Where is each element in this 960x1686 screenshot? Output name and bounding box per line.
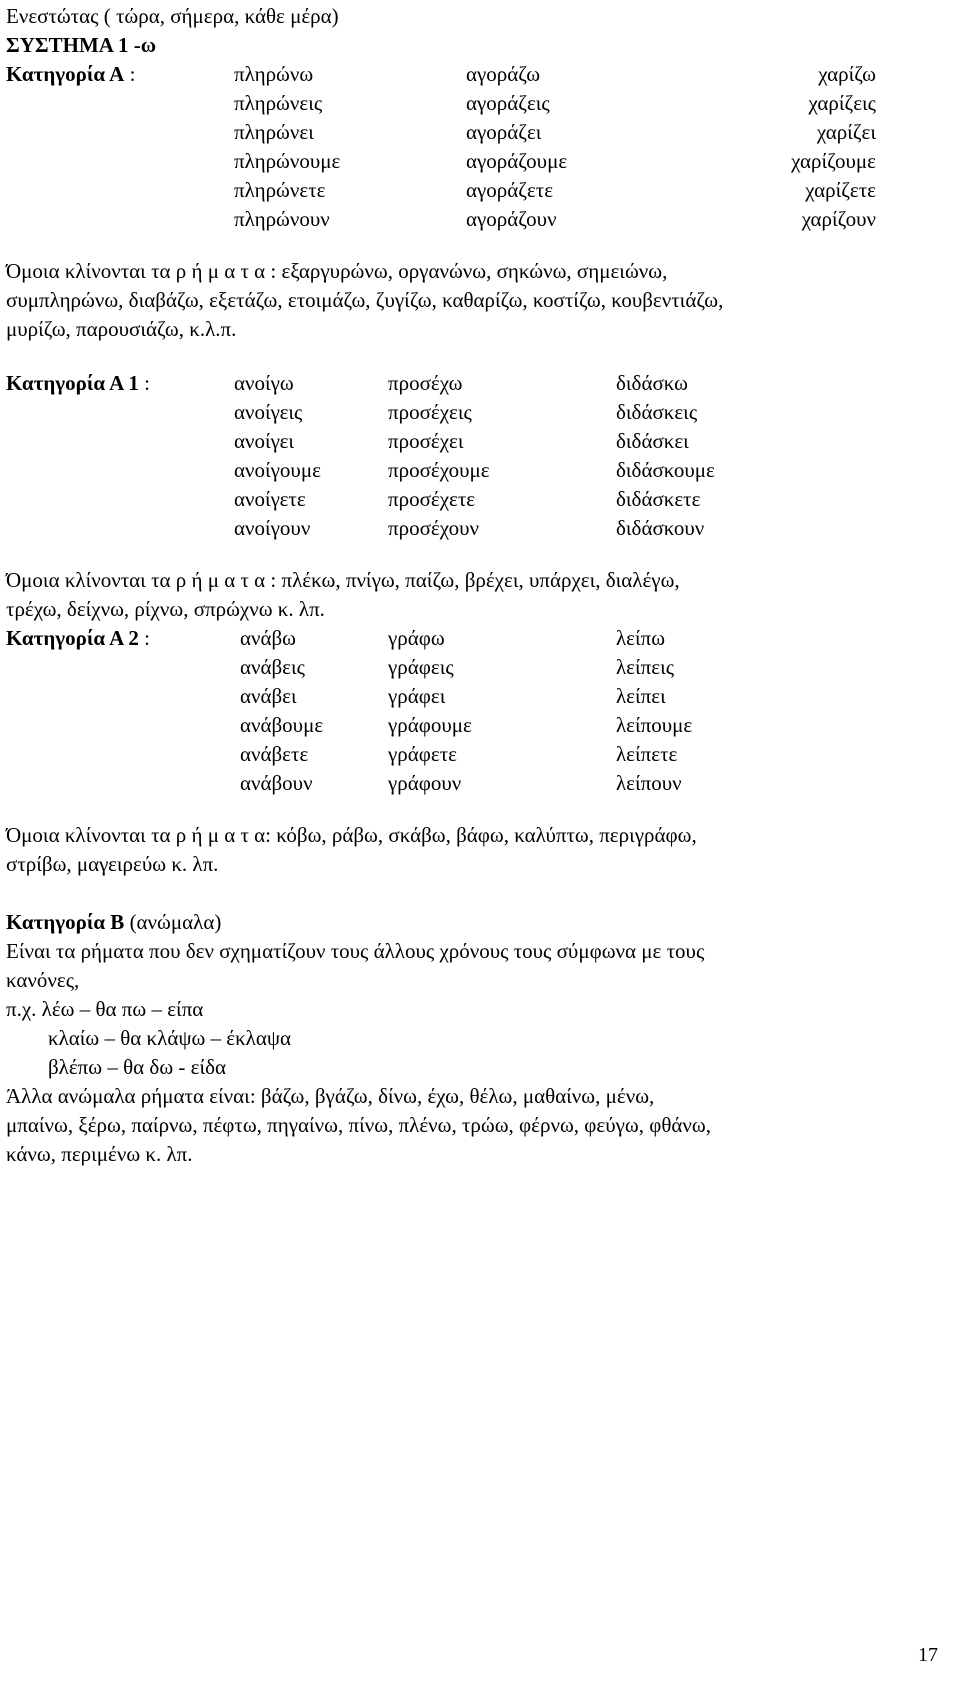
verb-form: πληρώνουν (234, 207, 330, 231)
tense-title: Ενεστώτας ( τώρα, σήμερα, κάθε μέρα) (6, 4, 339, 28)
verb-form: διδάσκουμε (616, 458, 715, 482)
page-number: 17 (918, 1644, 938, 1666)
category-b-description (6, 937, 906, 995)
paragraph-line: Όμοια κλίνονται τα ρ ή μ α τ α : πλέκω, πνίγω, παίζω, βρέχει, υπάρχει, διαλέγω, (6, 568, 680, 592)
verb-form: αγοράζω (466, 62, 541, 86)
paragraph-line: Άλλα ανώμαλα ρήματα είναι: βάζω, βγάζω, δίνω, έχω, θέλω, μαθαίνω, μένω, (6, 1084, 655, 1108)
verb-form: γράφει (388, 684, 446, 708)
verb-form: χαρίζουν (801, 207, 876, 231)
table-row (6, 60, 946, 89)
paragraph-line: μυρίζω, παρουσιάζω, κ.λ.π. (6, 317, 237, 341)
verb-form: χαρίζει (816, 120, 876, 144)
verb-form: γράφεις (388, 655, 454, 679)
table-row (6, 740, 946, 769)
verb-form: ανοίγουμε (234, 458, 321, 482)
verb-form: λείπει (616, 684, 666, 708)
table-row (6, 682, 946, 711)
verb-form: προσέχει (388, 429, 464, 453)
verb-form: διδάσκει (616, 429, 689, 453)
category-b-label: Κατηγορία Β (6, 910, 125, 934)
verb-form: λείπεις (616, 655, 675, 679)
verb-form: ανάβω (240, 626, 297, 650)
verb-form: αγοράζετε (466, 178, 554, 202)
verb-form: γράφω (388, 626, 445, 650)
category-a2-heading (6, 624, 150, 653)
category-a1-label-suffix: : (138, 371, 150, 395)
verb-form: προσέχω (388, 371, 463, 395)
verb-form: διδάσκετε (616, 487, 701, 511)
table-row (6, 485, 946, 514)
table-row (6, 514, 946, 543)
table-row (6, 369, 946, 398)
verb-form: ανάβουμε (240, 713, 324, 737)
verb-form: λείπετε (616, 742, 678, 766)
table-row (6, 427, 946, 456)
verb-form: ανοίγω (234, 371, 294, 395)
category-a2-similar-verbs (6, 821, 906, 879)
paragraph-line: Όμοια κλίνονται τα ρ ή μ α τ α: κόβω, ράβω, σκάβω, βάφω, καλύπτω, περιγράφω, (6, 823, 697, 847)
table-row (6, 769, 946, 798)
verb-form: ανοίγει (234, 429, 295, 453)
verb-form: χαρίζουμε (791, 149, 876, 173)
paragraph-line: στρίβω, μαγειρεύω κ. λπ. (6, 852, 219, 876)
verb-form: αγοράζει (466, 120, 542, 144)
paragraph-line: συμπληρώνω, διαβάζω, εξετάζω, ετοιμάζω, ζυγίζω, καθαρίζω, κοστίζω, κουβεντιάζω, (6, 288, 724, 312)
example-line: βλέπω – θα δω - είδα (48, 1055, 226, 1079)
verb-form: ανοίγουν (234, 516, 311, 540)
document-page (6, 2, 946, 1169)
category-a-label: Κατηγορία Α (6, 62, 125, 86)
verb-form: αγοράζουμε (466, 149, 568, 173)
verb-form: αγοράζεις (466, 91, 550, 115)
verb-form: διδάσκω (616, 371, 688, 395)
table-row (6, 147, 946, 176)
category-a1-heading (6, 369, 150, 398)
verb-form: λείπω (616, 626, 666, 650)
verb-form: λείπουμε (616, 713, 693, 737)
table-row (6, 176, 946, 205)
verb-form: αγοράζουν (466, 207, 557, 231)
verb-form: χαρίζω (818, 62, 876, 86)
table-row (6, 653, 946, 682)
category-b-heading (6, 908, 946, 937)
table-row (6, 456, 946, 485)
table-row (6, 624, 946, 653)
verb-form: χαρίζεις (808, 91, 876, 115)
verb-form: διδάσκεις (616, 400, 698, 424)
verb-form: πληρώνεις (234, 91, 323, 115)
verb-form: ανοίγεις (234, 400, 303, 424)
paragraph-line: Είναι τα ρήματα που δεν σχηματίζουν τους άλλους χρόνους τους σύμφωνα με τους (6, 939, 705, 963)
verb-form: πληρώνουμε (234, 149, 341, 173)
category-b-examples (6, 995, 906, 1082)
table-row (6, 711, 946, 740)
verb-form: γράφουν (388, 771, 462, 795)
paragraph-line: Όμοια κλίνονται τα ρ ή μ α τ α : εξαργυρώνω, οργανώνω, σηκώνω, σημειώνω, (6, 259, 668, 283)
category-a-table (6, 60, 946, 234)
paragraph-line: μπαίνω, ξέρω, παίρνω, πέφτω, πηγαίνω, πίνω, πλένω, τρώω, φέρνω, φεύγω, φθάνω, (6, 1113, 711, 1137)
verb-form: προσέχουν (388, 516, 479, 540)
paragraph-line: τρέχω, δείχνω, ρίχνω, σπρώχνω κ. λπ. (6, 597, 325, 621)
category-a-heading (6, 60, 135, 89)
verb-form: πληρώνω (234, 62, 314, 86)
category-a-similar-verbs (6, 257, 906, 344)
table-row (6, 205, 946, 234)
category-a1-table (6, 369, 946, 543)
paragraph-line: κάνω, περιμένω κ. λπ. (6, 1142, 193, 1166)
verb-form: πληρώνει (234, 120, 314, 144)
paragraph-line: κανόνες, (6, 968, 80, 992)
verb-form: χαρίζετε (805, 178, 876, 202)
verb-form: ανάβει (240, 684, 297, 708)
category-a1-similar-verbs (6, 566, 906, 624)
verb-form: προσέχουμε (388, 458, 490, 482)
category-a-label-suffix: : (124, 62, 136, 86)
example-line: κλαίω – θα κλάψω – έκλαψα (48, 1026, 292, 1050)
table-row (6, 398, 946, 427)
category-a2-table (6, 624, 946, 798)
category-a2-label: Κατηγορία Α 2 (6, 626, 139, 650)
verb-form: γράφουμε (388, 713, 472, 737)
category-b-label-suffix: (ανώμαλα) (124, 910, 222, 934)
verb-form: ανάβεις (240, 655, 305, 679)
verb-form: ανάβετε (240, 742, 309, 766)
verb-form: ανοίγετε (234, 487, 306, 511)
table-row (6, 118, 946, 147)
example-line: π.χ. λέω – θα πω – είπα (6, 997, 204, 1021)
table-row (6, 89, 946, 118)
verb-form: γράφετε (388, 742, 457, 766)
category-b-other-verbs (6, 1082, 906, 1169)
verb-form: πληρώνετε (234, 178, 326, 202)
category-a1-label: Κατηγορία Α 1 (6, 371, 139, 395)
category-a2-label-suffix: : (138, 626, 150, 650)
verb-form: προσέχετε (388, 487, 476, 511)
verb-form: προσέχεις (388, 400, 472, 424)
verb-form: λείπουν (616, 771, 682, 795)
system-title: ΣΥΣΤΗΜΑ 1 -ω (6, 33, 157, 57)
verb-form: διδάσκουν (616, 516, 705, 540)
verb-form: ανάβουν (240, 771, 313, 795)
